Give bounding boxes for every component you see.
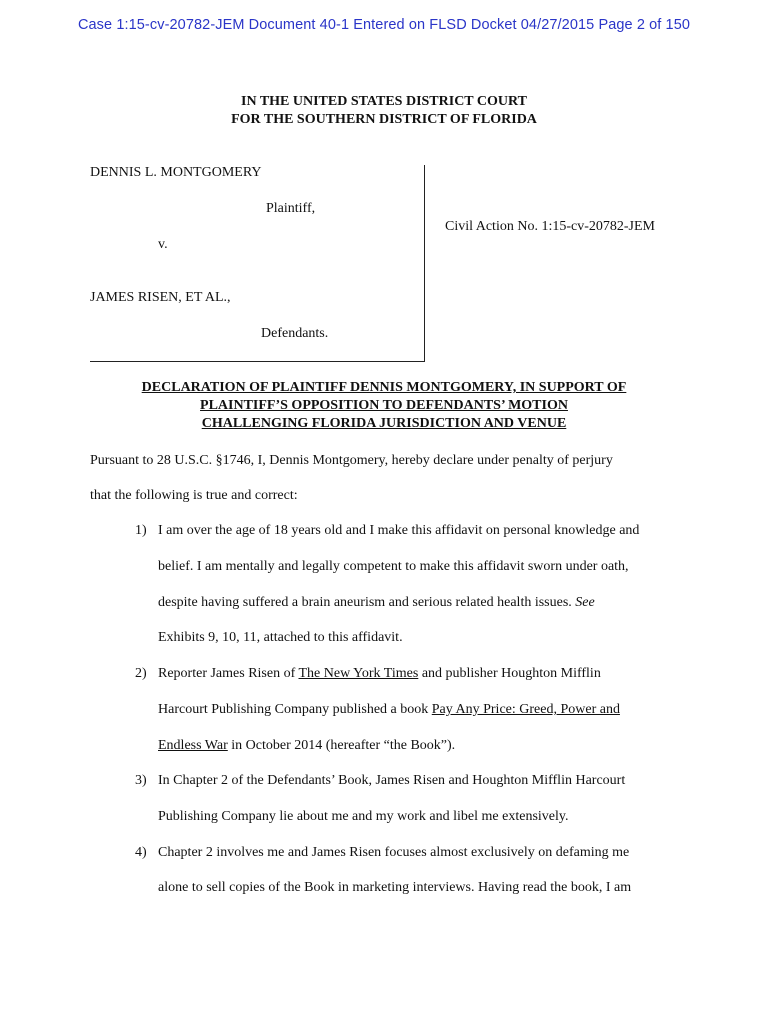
item-1-line-3 bbox=[158, 594, 595, 612]
item-2-book-title-part-2: Endless War bbox=[158, 738, 228, 753]
defendant-role: Defendants. bbox=[261, 326, 329, 341]
item-2-line-2 bbox=[158, 701, 620, 719]
defendant-name: JAMES RISEN, ET AL., bbox=[90, 290, 231, 305]
item-3-line-2: Publishing Company lie about me and my work and libel me extensively. bbox=[158, 809, 569, 824]
item-1-line-3-text: despite having suffered a brain aneurism and serious related health issues. bbox=[158, 595, 576, 610]
item-3-number: 3) bbox=[135, 773, 147, 788]
intro-line-2: that the following is true and correct: bbox=[90, 488, 298, 503]
item-2-line-3 bbox=[158, 737, 455, 755]
civil-action-number: Civil Action No. 1:15-cv-20782-JEM bbox=[445, 219, 655, 234]
declaration-title-line-2: PLAINTIFF’S OPPOSITION TO DEFENDANTS’ MOTION bbox=[200, 398, 568, 413]
item-2-number: 2) bbox=[135, 666, 147, 681]
item-1-line-1: I am over the age of 18 years old and I make this affidavit on personal knowledge and bbox=[158, 523, 640, 538]
declaration-title-line-3: CHALLENGING FLORIDA JURISDICTION AND VENUE bbox=[201, 416, 567, 431]
court-heading bbox=[0, 93, 768, 129]
item-4-line-2: alone to sell copies of the Book in marketing interviews. Having read the book, I am bbox=[158, 880, 632, 895]
plaintiff-role: Plaintiff, bbox=[266, 201, 316, 216]
declaration-title bbox=[0, 379, 768, 433]
docket-stamp: Case 1:15-cv-20782-JEM Document 40-1 Entered on FLSD Docket 04/27/2015 Page 2 of 150 bbox=[77, 17, 691, 33]
caption-divider-vertical bbox=[424, 165, 425, 361]
court-heading-line-2: FOR THE SOUTHERN DISTRICT OF FLORIDA bbox=[231, 112, 537, 127]
item-1-see-signal: See bbox=[575, 595, 595, 610]
item-4-number: 4) bbox=[135, 845, 147, 860]
item-3-line-1: In Chapter 2 of the Defendants’ Book, James Risen and Houghton Mifflin Harcourt bbox=[158, 773, 626, 788]
item-1-number: 1) bbox=[135, 523, 147, 538]
item-2-line-1-text-c: and publisher Houghton Mifflin bbox=[418, 666, 601, 681]
item-2-line-1-text-a: Reporter James Risen of bbox=[158, 666, 299, 681]
versus-label: v. bbox=[158, 237, 168, 252]
item-1-line-4: Exhibits 9, 10, 11, attached to this affidavit. bbox=[158, 630, 403, 645]
item-2-line-1 bbox=[158, 665, 601, 683]
item-2-line-2-text-a: Harcourt Publishing Company published a book bbox=[158, 702, 432, 717]
plaintiff-name: DENNIS L. MONTGOMERY bbox=[90, 165, 262, 180]
declaration-title-line-1: DECLARATION OF PLAINTIFF DENNIS MONTGOMERY, IN SUPPORT OF bbox=[141, 380, 627, 395]
item-2-publication-title: The New York Times bbox=[298, 666, 419, 681]
item-2-book-title-part-1: Pay Any Price: Greed, Power and bbox=[431, 702, 620, 717]
caption-divider-horizontal bbox=[90, 361, 425, 362]
item-4-line-1: Chapter 2 involves me and James Risen focuses almost exclusively on defaming me bbox=[158, 845, 630, 860]
item-2-line-3-text-b: in October 2014 (hereafter “the Book”). bbox=[227, 738, 456, 753]
item-1-line-2: belief. I am mentally and legally competent to make this affidavit sworn under oath, bbox=[158, 559, 629, 574]
intro-line-1: Pursuant to 28 U.S.C. §1746, I, Dennis Montgomery, hereby declare under penalty of perjury bbox=[90, 453, 613, 468]
court-heading-line-1: IN THE UNITED STATES DISTRICT COURT bbox=[241, 94, 527, 109]
